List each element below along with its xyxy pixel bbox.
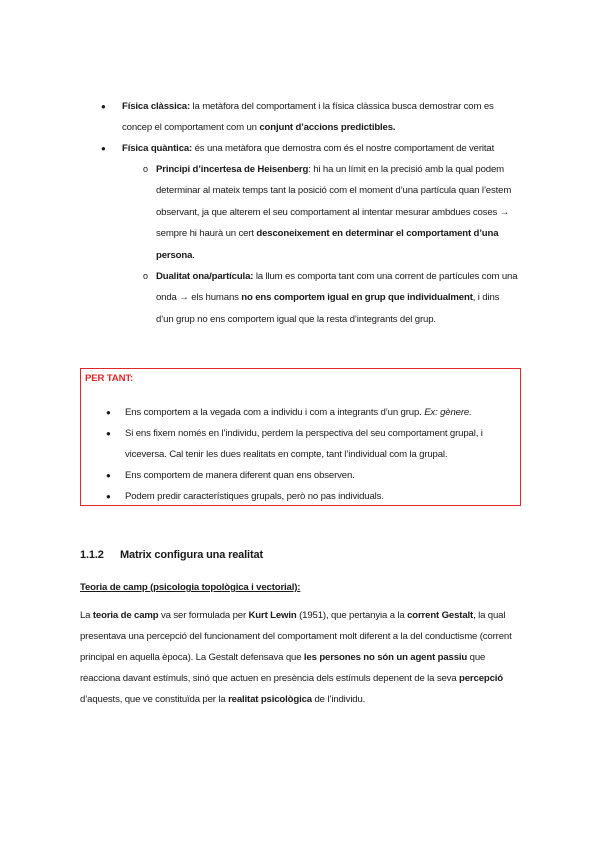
para-text: de l’individu.	[311, 694, 366, 705]
circle-bullet-icon: o	[143, 271, 148, 282]
para-text: La	[80, 610, 93, 621]
list-item	[106, 402, 516, 423]
para-text: va ser formulada per	[158, 610, 249, 621]
emphasis-text: percepció	[459, 673, 504, 684]
box-title: PER TANT:	[85, 373, 134, 384]
item-text: : hi ha un límit en la precisió amb la qual podem determinar al mateix temps tant la posició com el moment d’una partícula quan l’estem observant, ja que alterem el seu comportament al intentar mesurar ambdues coses → sempre hi haurà un cert	[156, 164, 512, 240]
item-text: és una metàfora que demostra com és el nostre comportament de veritat	[192, 143, 495, 154]
emphasis-text: teoria de camp	[92, 610, 159, 621]
sub-bullet-list	[108, 159, 518, 330]
sub-list-item	[108, 159, 518, 266]
list-item	[106, 465, 516, 486]
section-title: Matrix configura una realitat	[120, 549, 263, 561]
list-item	[106, 486, 516, 507]
emphasis-text: corrent Gestalt	[407, 610, 474, 621]
list-item	[101, 96, 518, 138]
bullet-icon: ●	[106, 429, 111, 438]
main-bullet-list	[101, 96, 518, 330]
body-paragraph	[80, 605, 520, 710]
item-text: , i dins d’un grup no ens comportem igual que la resta d’integrants del grup.	[156, 292, 500, 325]
emphasis-text: realitat psicològica	[228, 694, 312, 705]
para-text: que reacciona davant estímuls, sinó que actuen en presència dels estímuls depenent de la seva	[80, 652, 486, 684]
para-text: (1951), que pertanyia a la	[296, 610, 408, 621]
summary-box	[80, 368, 521, 506]
item-text: la llum es comporta tant com una corrent de partícules com una onda → els humans	[156, 271, 518, 304]
term-label: Principi d’incertesa de Heisenberg	[156, 164, 309, 175]
emphasis-text: desconeixement en determinar el comportament d’una persona	[156, 228, 499, 261]
emphasis-text: conjunt d’accions predictibles.	[259, 122, 396, 133]
item-text: Podem predir característiques grupals, però no pas individuals.	[125, 491, 384, 502]
section-heading	[80, 549, 263, 561]
subsection-heading: Teoria de camp (psicologia topològica i vectorial):	[80, 582, 301, 593]
term-label: Física quàntica:	[122, 143, 193, 154]
item-text: Ens comportem de manera diferent quan ens observen.	[125, 470, 355, 481]
sub-list-item	[108, 266, 518, 330]
item-text: Ens comportem a la vegada com a individu i com a integrants d’un grup.	[125, 407, 425, 418]
circle-bullet-icon: o	[143, 164, 148, 174]
item-text: la metàfora del comportament i la física clàssica busca demostrar com es concep el comportament com un	[122, 101, 494, 133]
bullet-icon: ●	[106, 492, 111, 501]
item-text: Si ens fixem només en l’individu, perdem la perspectiva del seu comportament grupal, i viceversa. Cal tenir les dues realitats en compte, tant l’individual com la grupal.	[125, 428, 483, 460]
list-item	[101, 138, 518, 330]
bullet-icon: ●	[106, 471, 111, 480]
para-text: d’aquests, que ve constituïda per la	[80, 694, 229, 705]
list-item	[106, 423, 516, 465]
emphasis-text: no ens comportem igual en grup que individualment	[241, 292, 473, 304]
section-number: 1.1.2	[80, 549, 104, 561]
bullet-icon: ●	[106, 408, 111, 417]
bullet-icon: ●	[101, 102, 106, 111]
summary-list	[106, 402, 516, 507]
emphasis-text: les persones no són un agent passiu	[303, 652, 468, 663]
emphasis-text: Kurt Lewin	[248, 610, 297, 621]
example-text: Ex: gènere.	[424, 407, 472, 418]
para-text: , la qual presentava una percepció del funcionament del comportament molt diferent a la del conductisme (corrent principal en aquella època). La Gestalt defensava que	[80, 610, 512, 663]
term-label: Física clàssica:	[122, 101, 191, 112]
term-label: Dualitat ona/partícula:	[156, 271, 254, 283]
item-text: .	[192, 249, 195, 261]
bullet-icon: ●	[101, 144, 106, 153]
